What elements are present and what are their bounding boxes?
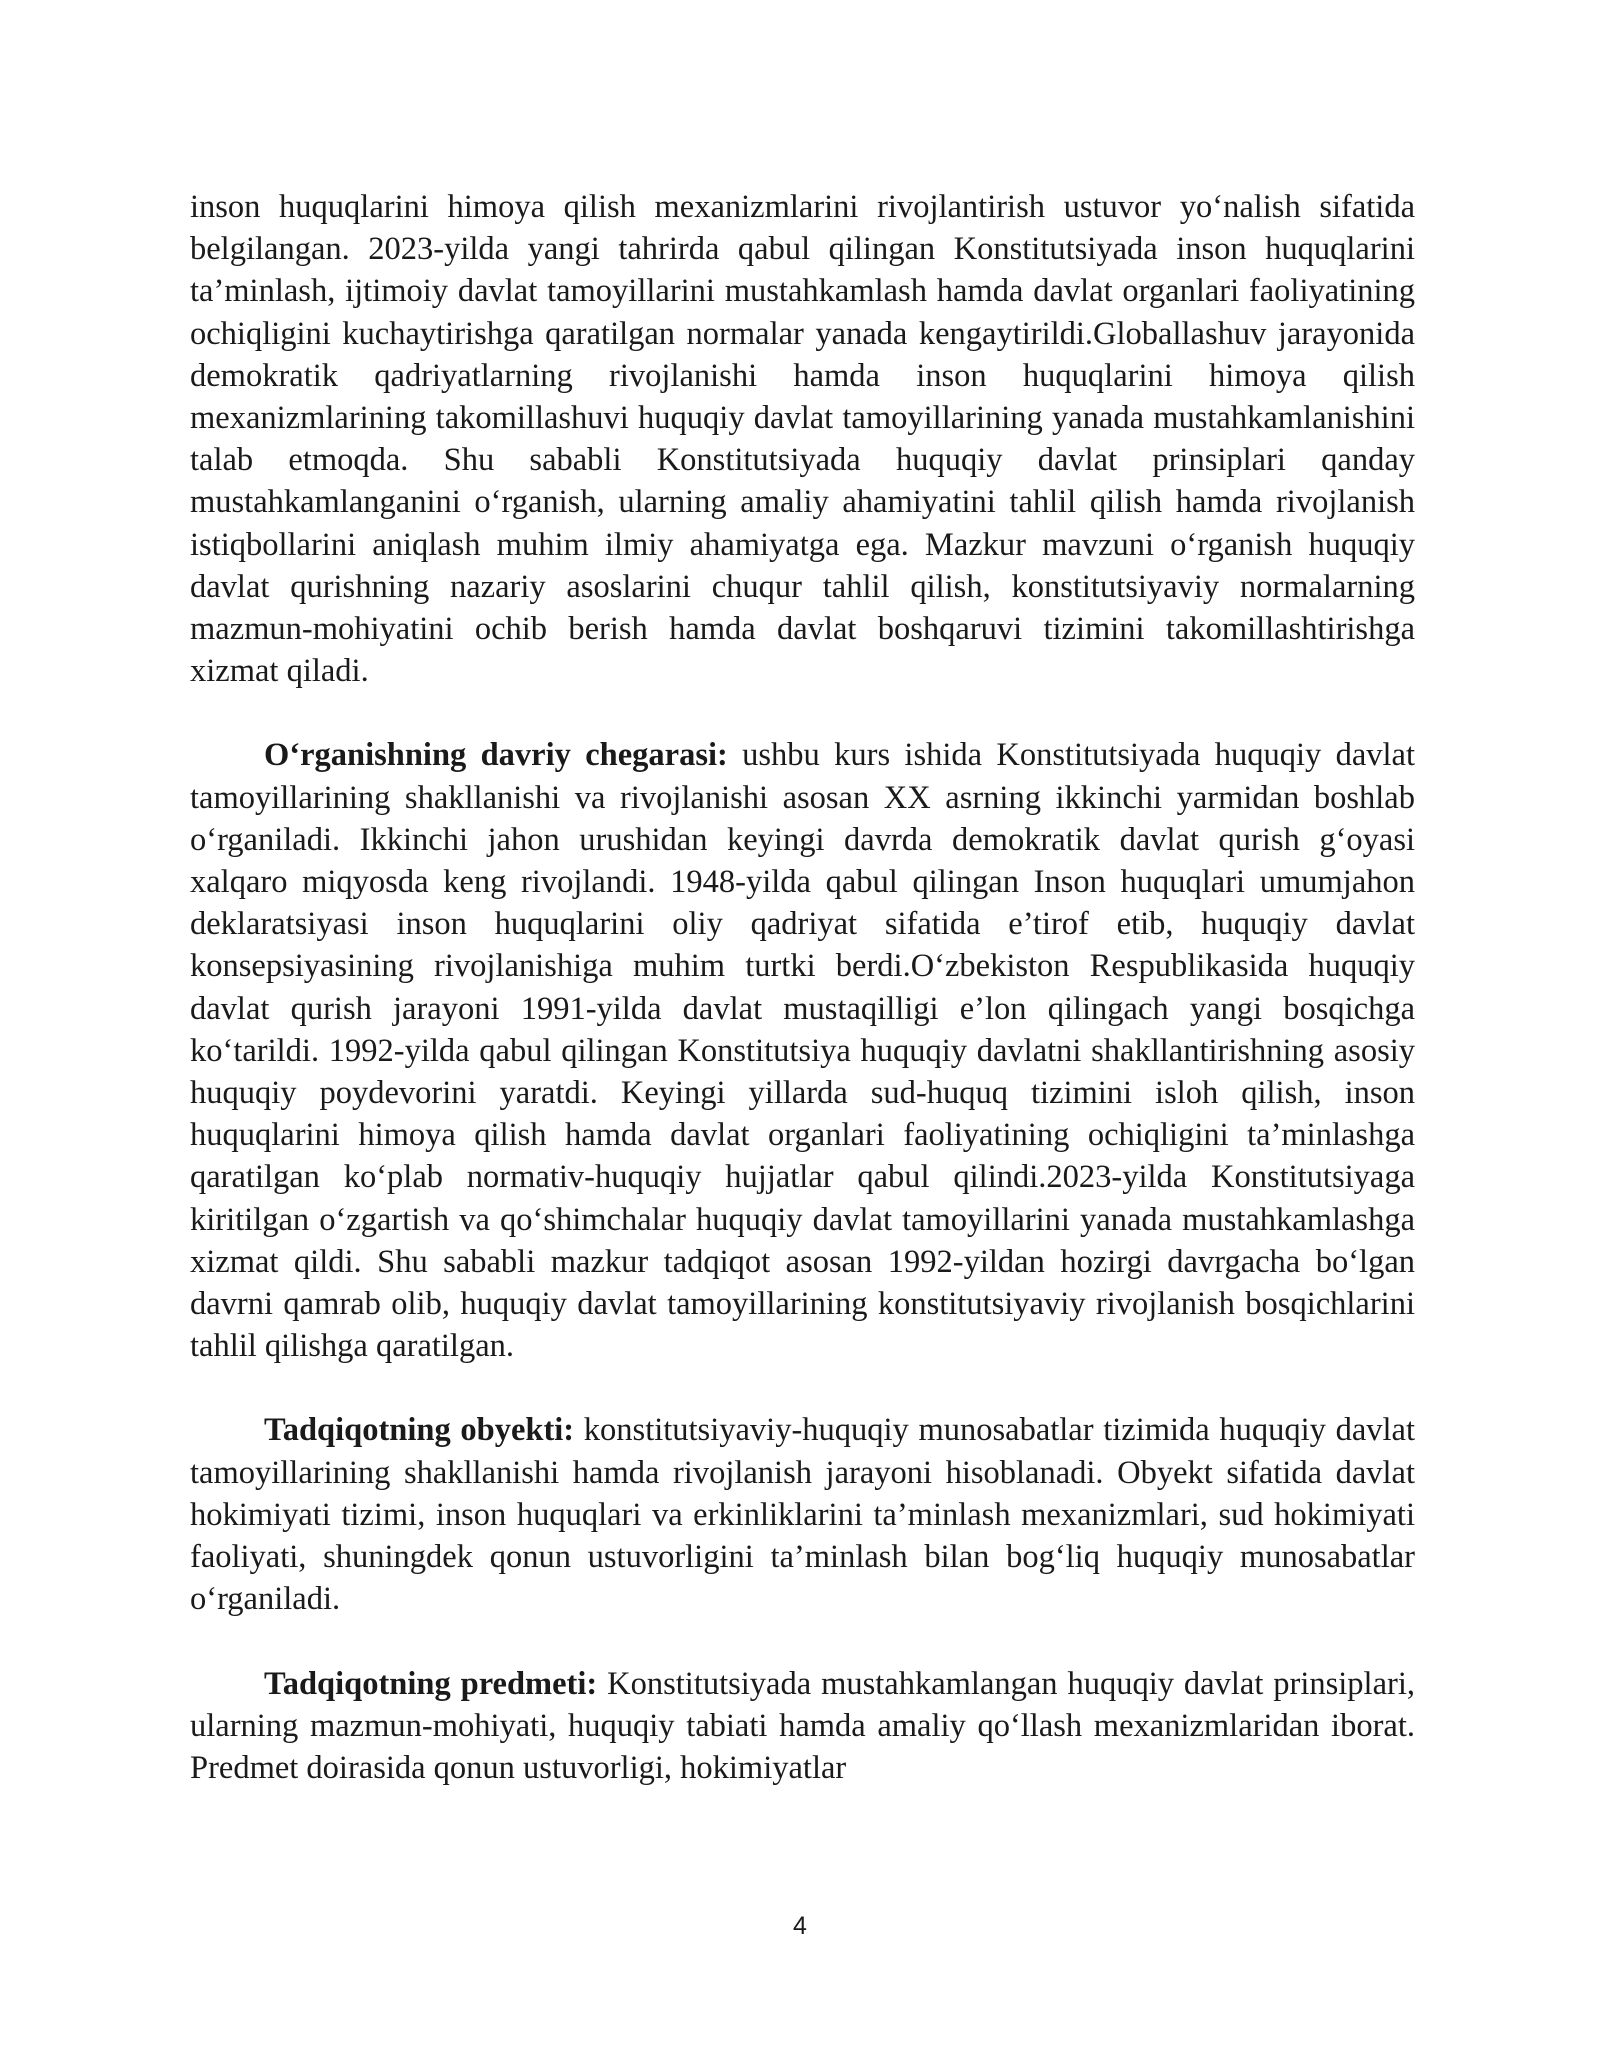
- paragraph-text: konstitutsiyaviy-huquqiy munosabatlar tizimida huquqiy davlat tamoyillarining shakllanishi hamda rivojlanish jarayoni hisoblanadi. Obyekt sifatida davlat hokimiyati tizimi, inson huquqlari va erkinliklarini ta’minlash mexanizmlari, sud hokimiyati faoliyati, shuningdek qonun ustuvorligini ta’minlash bilan bog‘liq huquqiy munosabatlar o‘rganiladi.: [190, 1412, 1415, 1618]
- paragraph-text: inson huquqlarini himoya qilish mexanizmlarini rivojlantirish ustuvor yo‘nalish sifatida belgilangan. 2023-yilda yangi tahrirda qabul qilingan Konstitutsiyada inson huquqlarini ta’minlash, ijtimoiy davlat tamoyillarini mustahkamlash hamda davlat organlari faoliyatining ochiqligini kuchaytirishga qaratilgan normalar yanada kengaytirildi.Globallashuv jarayonida demokratik qadriyatlarning rivojlanishi hamda inson huquqlarini himoya qilish mexanizmlarining takomillashuvi huquqiy davlat tamoyillarining yanada mustahkamlanishini talab etmoqda. Shu sababli Konstitutsiyada huquqiy davlat prinsiplari qanday mustahkamlanganini o‘rganish, ularning amaliy ahamiyatini tahlil qilish hamda rivojlanish istiqbollarini aniqlash muhim ilmiy ahamiyatga ega. Mazkur mavzuni o‘rganish huquqiy davlat qurishning nazariy asoslarini chuqur tahlil qilish, konstitutsiyaviy normalarning mazmun-mohiyatini ochib berish hamda davlat boshqaruvi tizimini takomillashtirishga xizmat qiladi.: [190, 189, 1415, 690]
- paragraph-heading: Tadqiqotning predmeti:: [264, 1665, 598, 1702]
- document-body: [190, 186, 1415, 1789]
- paragraph-period-limits: [190, 734, 1415, 1367]
- paragraph-text: ushbu kurs ishida Konstitutsiyada huquqiy davlat tamoyillarining shakllanishi va rivojlanishi asosan XX asrning ikkinchi yarmidan boshlab o‘rganiladi. Ikkinchi jahon urushidan keyingi davrda demokratik davlat qurish g‘oyasi xalqaro miqyosda keng rivojlandi. 1948-yilda qabul qilingan Inson huquqlari umumjahon deklaratsiyasi inson huquqlarini oliy qadriyat sifatida e’tirof etib, huquqiy davlat konsepsiyasining rivojlanishiga muhim turtki berdi.O‘zbekiston Respublikasida huquqiy davlat qurish jarayoni 1991-yilda davlat mustaqilligi e’lon qilingach yangi bosqichga ko‘tarildi. 1992-yilda qabul qilingan Konstitutsiya huquqiy davlatni shakllantirishning asosiy huquqiy poydevorini yaratdi. Keyingi yillarda sud-huquq tizimini isloh qilish, inson huquqlarini himoya qilish hamda davlat organlari faoliyatining ochiqligini ta’minlashga qaratilgan ko‘plab normativ-huquqiy hujjatlar qabul qilindi.2023-yilda Konstitutsiyaga kiritilgan o‘zgartish va qo‘shimchalar huquqiy davlat tamoyillarini yanada mustahkamlashga xizmat qildi. Shu sababli mazkur tadqiqot asosan 1992-yildan hozirgi davrgacha bo‘lgan davrni qamrab olib, huquqiy davlat tamoyillarining konstitutsiyaviy rivojlanish bosqichlarini tahlil qilishga qaratilgan.: [190, 737, 1415, 1365]
- paragraph-research-subject: [190, 1663, 1415, 1790]
- paragraph-heading: O‘rganishning davriy chegarasi:: [264, 737, 728, 774]
- paragraph-text: Konstitutsiyada mustahkamlangan huquqiy davlat prinsiplari, ularning mazmun-mohiyati, huquqiy tabiati hamda amaliy qo‘llash mexanizmlaridan iborat. Predmet doirasida qonun ustuvorligi, hokimiyatlar: [190, 1665, 1415, 1786]
- page-number: 4: [793, 1912, 807, 1940]
- paragraph-intro: [190, 186, 1415, 692]
- paragraph-research-object: [190, 1409, 1415, 1620]
- paragraph-heading: Tadqiqotning obyekti:: [264, 1412, 575, 1449]
